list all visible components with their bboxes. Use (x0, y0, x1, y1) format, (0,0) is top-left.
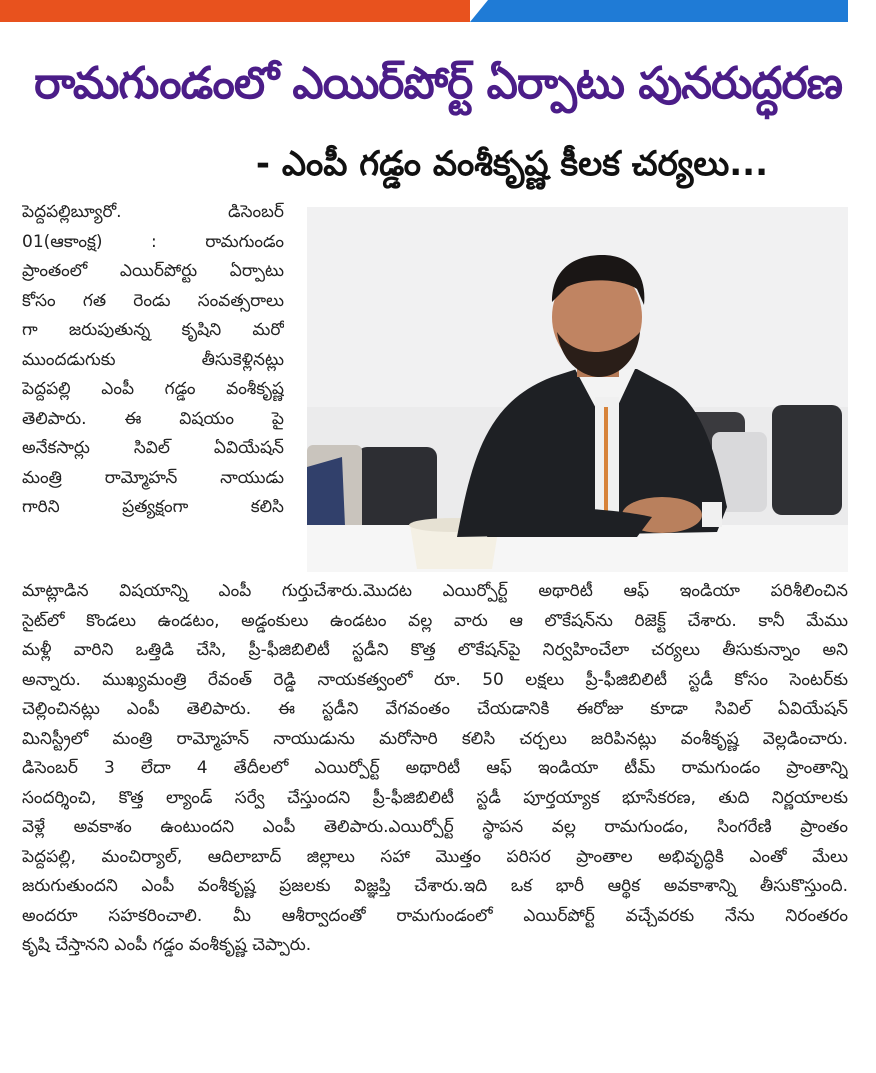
article-line: డిసెంబర్ 3 లేదా 4 తేదీలలో ఎయిర్పోర్ట్ అథారిటీ ఆఫ్ ఇండియా టీమ్ రామగుండం ప్రాంతాన్ని (22, 758, 848, 778)
article-line: గారిని ప్రత్యక్షంగా కలిసి (22, 497, 284, 517)
article-line: సందర్శించి, కొత్త ల్యాండ్ సర్వే చేస్తుందని ప్రీ-ఫీజిబిలిటీ స్టడీ పూర్తయ్యాక భూసేకరణ, తుది నిర్ణయాలకు (22, 787, 848, 808)
article-line: పెద్దపల్లిబ్యూరో. డిసెంబర్ (22, 202, 284, 222)
article-line: సైట్‌లో కొండలు ఉండటం, అడ్డంకులు ఉండటం వల్ల వారు ఆ లొకేషన్‌ను రిజెక్ట్ చేశారు. కానీ మేము (22, 610, 848, 631)
article-line: మంత్రి రామ్మోహన్ నాయుడు (22, 467, 284, 488)
article-line: తెలిపారు. ఈ విషయం పై (22, 408, 284, 429)
article-line: అన్నారు. ముఖ్యమంత్రి రేవంత్ రెడ్డి నాయకత్వంలో రూ. 50 లక్షలు ప్రీ-ఫీజిబిలిటీ స్టడీ కోసం సెంటర్‌కు (22, 669, 848, 690)
article-line: చెల్లించినట్లు ఎంపీ తెలిపారు. ఈ స్టడీని వేగవంతం చేయడానికి ఈరోజు కూడా సివిల్ ఏవియేషన్ (22, 699, 848, 719)
subheadline: - ఎంపీ గడ్డం వంశీకృష్ణ కీలక చర్యలు... (255, 144, 768, 184)
article-line: పెద్దపల్లి, మంచిర్యాల్, ఆదిలాబాద్ జిల్లాలు సహా మొత్తం పరిసర ప్రాంతాల అభివృద్ధికి ఎంతో మేలు (22, 846, 848, 867)
article-line: కృషి చేస్తానని ఎంపీ గడ్డం వంశీకృష్ణ చెప్పారు. (22, 935, 312, 955)
article-line: కోసం గత రెండు సంవత్సరాలు (22, 290, 284, 311)
article-line: 01(ఆకాంక్ష) : రామగుండం (22, 231, 284, 252)
article-line: మినిస్ట్రీలో మంత్రి రామ్మోహన్ నాయుడును మరోసారి కలిసి చర్చలు జరిపినట్లు వంశీకృష్ణ వెల్లడించారు. (22, 728, 848, 749)
article-line: మళ్లీ వారిని ఒత్తిడి చేసి, ప్రీ-ఫీజిబిలిటీ స్టడీని కొత్త లొకేషన్‌పై నిర్వహించేలా చర్యలు తీసుకున్నాం అని (22, 640, 848, 660)
article-photo (307, 207, 848, 572)
article-left-column (22, 198, 284, 523)
photo-illustration (307, 207, 848, 572)
article-line: అనేకసార్లు సివిల్ ఏవియేషన్ (22, 438, 284, 458)
headline: రామగుండంలో ఎయిర్‌పోర్ట్ ఏర్పాటు పునరుద్ధరణ (34, 58, 842, 109)
article-line: ప్రాంతంలో ఎయిర్‌పోర్టు ఏర్పాటు (22, 261, 284, 281)
article-line: అందరూ సహకరించాలి. మీ ఆశీర్వాదంతో రామగుండంలో ఎయిర్‌పోర్ట్ వచ్చేవరకు నేను నిరంతరం (22, 905, 848, 926)
article-line: పెద్దపల్లి ఎంపీ గడ్డం వంశీకృష్ణ (22, 379, 284, 399)
top-bar-orange (0, 0, 470, 22)
article-line: ముందడుగుకు తీసుకెళ్లినట్లు (22, 349, 284, 370)
article-line: మాట్లాడిన విషయాన్ని ఎంపీ గుర్తుచేశారు.మొదట ఎయిర్పోర్ట్ అథారిటీ ఆఫ్ ఇండియా పరిశీలించిన (22, 581, 848, 601)
article-line: వెళ్లే అవకాశం ఉంటుందని ఎంపీ తెలిపారు.ఎయిర్పోర్ట్ స్థాపన వల్ల రామగుండం, సింగరేణి ప్రాంతం (22, 817, 848, 837)
article-line: జరుగుతుందని ఎంపీ వంశీకృష్ణ ప్రజలకు విజ్ఞప్తి చేశారు.ఇది ఒక భారీ ఆర్థిక అవకాశాన్ని తీసుకొస్తుంది. (22, 876, 848, 896)
top-color-bar (0, 0, 848, 22)
article-full-width (22, 577, 848, 961)
article-line: గా జరుపుతున్న కృషిని మరో (22, 320, 284, 340)
top-bar-blue (470, 0, 848, 22)
